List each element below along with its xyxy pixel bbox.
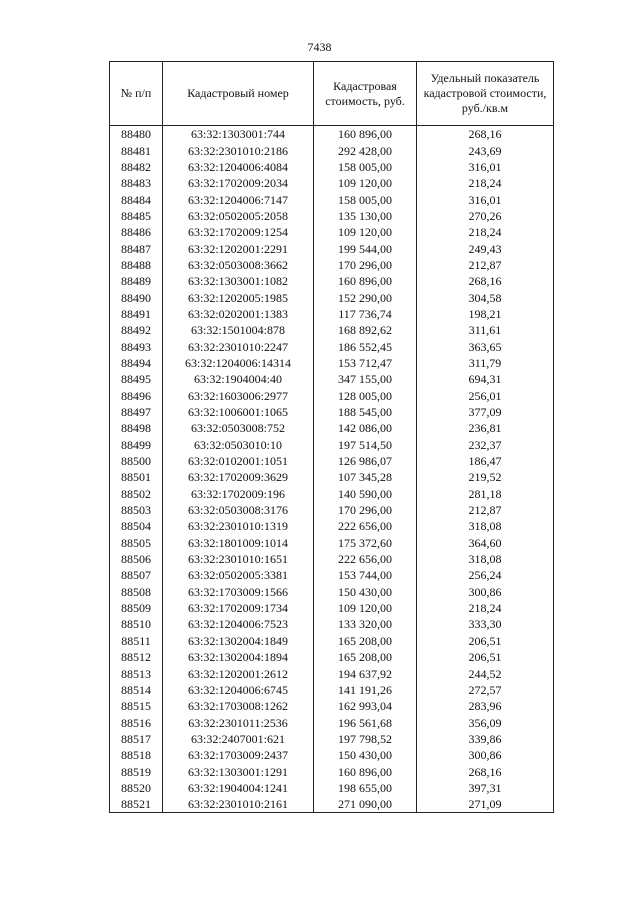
table-row [110, 175, 554, 191]
cell-specific-value: 212,87 [417, 502, 554, 518]
cell-cadastral-value: 160 896,00 [314, 273, 417, 289]
cell-cadastral-value: 170 296,00 [314, 502, 417, 518]
table-row [110, 600, 554, 616]
cell-specific-value: 249,43 [417, 240, 554, 256]
cell-cadastral-value: 188 545,00 [314, 404, 417, 420]
cell-cadastral-value: 347 155,00 [314, 371, 417, 387]
cell-specific-value: 206,51 [417, 649, 554, 665]
cell-cadastral-value: 140 590,00 [314, 486, 417, 502]
cell-specific-value: 318,08 [417, 551, 554, 567]
table-row [110, 142, 554, 158]
cell-cadastral-number: 63:32:1006001:1065 [163, 404, 314, 420]
cell-num: 88519 [110, 763, 163, 779]
cell-cadastral-number: 63:32:0503008:3662 [163, 257, 314, 273]
cell-num: 88487 [110, 240, 163, 256]
table-row [110, 649, 554, 665]
cell-num: 88512 [110, 649, 163, 665]
cell-cadastral-value: 142 086,00 [314, 420, 417, 436]
table-row [110, 502, 554, 518]
cell-specific-value: 236,81 [417, 420, 554, 436]
cell-cadastral-value: 153 744,00 [314, 567, 417, 583]
table-row [110, 682, 554, 698]
table-row [110, 486, 554, 502]
cell-num: 88484 [110, 191, 163, 207]
table-row [110, 289, 554, 305]
cell-cadastral-number: 63:32:1702009:196 [163, 486, 314, 502]
cell-cadastral-number: 63:32:1801009:1014 [163, 535, 314, 551]
cell-num: 88495 [110, 371, 163, 387]
table-row [110, 567, 554, 583]
cell-num: 88486 [110, 224, 163, 240]
cell-cadastral-number: 63:32:0202001:1383 [163, 306, 314, 322]
table-row [110, 747, 554, 763]
cell-specific-value: 244,52 [417, 665, 554, 681]
cell-cadastral-number: 63:32:2301010:1651 [163, 551, 314, 567]
cell-cadastral-value: 197 514,50 [314, 437, 417, 453]
cell-cadastral-value: 186 552,45 [314, 338, 417, 354]
cell-cadastral-value: 196 561,68 [314, 714, 417, 730]
table-row [110, 714, 554, 730]
table-header-row [110, 62, 554, 126]
cell-num: 88480 [110, 126, 163, 143]
table-row [110, 159, 554, 175]
cell-specific-value: 232,37 [417, 437, 554, 453]
cell-cadastral-value: 199 544,00 [314, 240, 417, 256]
cell-cadastral-value: 271 090,00 [314, 796, 417, 813]
cell-cadastral-value: 197 798,52 [314, 731, 417, 747]
cell-cadastral-number: 63:32:2407001:621 [163, 731, 314, 747]
cell-cadastral-value: 152 290,00 [314, 289, 417, 305]
cell-num: 88493 [110, 338, 163, 354]
cell-cadastral-value: 222 656,00 [314, 551, 417, 567]
cell-cadastral-number: 63:32:0102001:1051 [163, 453, 314, 469]
cell-cadastral-number: 63:32:1204006:14314 [163, 355, 314, 371]
cell-cadastral-value: 158 005,00 [314, 191, 417, 207]
cell-cadastral-value: 153 712,47 [314, 355, 417, 371]
cell-cadastral-value: 165 208,00 [314, 633, 417, 649]
cell-cadastral-number: 63:32:0502005:2058 [163, 208, 314, 224]
cell-cadastral-number: 63:32:1204006:4084 [163, 159, 314, 175]
cell-specific-value: 356,09 [417, 714, 554, 730]
cell-num: 88505 [110, 535, 163, 551]
table-row [110, 257, 554, 273]
cell-num: 88516 [110, 714, 163, 730]
cell-cadastral-number: 63:32:1702009:1734 [163, 600, 314, 616]
cell-num: 88508 [110, 584, 163, 600]
cell-cadastral-number: 63:32:1303001:1291 [163, 763, 314, 779]
cell-cadastral-number: 63:32:1702009:3629 [163, 469, 314, 485]
cell-specific-value: 186,47 [417, 453, 554, 469]
cell-specific-value: 304,58 [417, 289, 554, 305]
cell-cadastral-number: 63:32:0502005:3381 [163, 567, 314, 583]
cell-num: 88511 [110, 633, 163, 649]
cell-cadastral-value: 170 296,00 [314, 257, 417, 273]
table-row [110, 338, 554, 354]
cell-specific-value: 364,60 [417, 535, 554, 551]
cell-num: 88520 [110, 780, 163, 796]
cell-cadastral-number: 63:32:1703008:1262 [163, 698, 314, 714]
cell-cadastral-value: 194 637,92 [314, 665, 417, 681]
cell-num: 88501 [110, 469, 163, 485]
table-row [110, 633, 554, 649]
cell-cadastral-number: 63:32:1904004:1241 [163, 780, 314, 796]
cell-cadastral-number: 63:32:1204006:7523 [163, 616, 314, 632]
cell-specific-value: 283,96 [417, 698, 554, 714]
cell-num: 88500 [110, 453, 163, 469]
cell-num: 88513 [110, 665, 163, 681]
header-specific-value: Удельный показатель кадастровой стоимости, руб./кв.м [417, 62, 554, 126]
cell-num: 88514 [110, 682, 163, 698]
cell-cadastral-number: 63:32:1303001:1082 [163, 273, 314, 289]
table-row [110, 240, 554, 256]
table-row [110, 665, 554, 681]
cell-cadastral-value: 128 005,00 [314, 388, 417, 404]
table-row [110, 584, 554, 600]
cell-specific-value: 300,86 [417, 747, 554, 763]
cell-cadastral-value: 160 896,00 [314, 126, 417, 143]
cell-specific-value: 333,30 [417, 616, 554, 632]
cell-cadastral-number: 63:32:2301010:1319 [163, 518, 314, 534]
cell-cadastral-number: 63:32:1904004:40 [163, 371, 314, 387]
cell-num: 88488 [110, 257, 163, 273]
cell-cadastral-number: 63:32:1204006:7147 [163, 191, 314, 207]
table-row [110, 616, 554, 632]
cell-cadastral-value: 107 345,28 [314, 469, 417, 485]
cell-num: 88499 [110, 437, 163, 453]
cell-num: 88517 [110, 731, 163, 747]
cell-specific-value: 397,31 [417, 780, 554, 796]
cell-specific-value: 281,18 [417, 486, 554, 502]
cell-cadastral-value: 150 430,00 [314, 747, 417, 763]
cell-num: 88483 [110, 175, 163, 191]
cell-specific-value: 694,31 [417, 371, 554, 387]
cell-num: 88518 [110, 747, 163, 763]
cell-specific-value: 268,16 [417, 126, 554, 143]
cell-specific-value: 311,79 [417, 355, 554, 371]
cell-cadastral-value: 168 892,62 [314, 322, 417, 338]
cell-num: 88489 [110, 273, 163, 289]
cell-cadastral-value: 117 736,74 [314, 306, 417, 322]
cell-cadastral-value: 135 130,00 [314, 208, 417, 224]
cell-num: 88498 [110, 420, 163, 436]
cell-cadastral-value: 198 655,00 [314, 780, 417, 796]
cell-num: 88492 [110, 322, 163, 338]
cell-cadastral-value: 126 986,07 [314, 453, 417, 469]
cell-specific-value: 218,24 [417, 224, 554, 240]
cell-cadastral-number: 63:32:1501004:878 [163, 322, 314, 338]
cell-cadastral-value: 175 372,60 [314, 535, 417, 551]
cell-num: 88494 [110, 355, 163, 371]
table-row [110, 518, 554, 534]
table-row [110, 535, 554, 551]
cell-specific-value: 311,61 [417, 322, 554, 338]
table-row [110, 437, 554, 453]
table-row [110, 306, 554, 322]
cell-cadastral-value: 141 191,26 [314, 682, 417, 698]
cell-cadastral-number: 63:32:2301010:2161 [163, 796, 314, 813]
cell-cadastral-value: 109 120,00 [314, 600, 417, 616]
table-row [110, 780, 554, 796]
cell-specific-value: 219,52 [417, 469, 554, 485]
cell-specific-value: 218,24 [417, 600, 554, 616]
cell-cadastral-value: 165 208,00 [314, 649, 417, 665]
cell-cadastral-number: 63:32:0503008:3176 [163, 502, 314, 518]
cell-num: 88485 [110, 208, 163, 224]
cell-num: 88491 [110, 306, 163, 322]
cell-num: 88521 [110, 796, 163, 813]
cell-specific-value: 300,86 [417, 584, 554, 600]
cell-specific-value: 268,16 [417, 273, 554, 289]
cell-cadastral-number: 63:32:0503010:10 [163, 437, 314, 453]
cell-cadastral-value: 160 896,00 [314, 763, 417, 779]
table-row [110, 453, 554, 469]
cell-specific-value: 271,09 [417, 796, 554, 813]
cell-specific-value: 198,21 [417, 306, 554, 322]
cell-specific-value: 270,26 [417, 208, 554, 224]
cell-cadastral-number: 63:32:1302004:1849 [163, 633, 314, 649]
cell-specific-value: 243,69 [417, 142, 554, 158]
table-body [110, 126, 554, 813]
cell-cadastral-value: 292 428,00 [314, 142, 417, 158]
table-row [110, 322, 554, 338]
table-row [110, 126, 554, 143]
table-row [110, 763, 554, 779]
table-row [110, 355, 554, 371]
header-cadastral-number: Кадастровый номер [163, 62, 314, 126]
table-row [110, 796, 554, 813]
cell-specific-value: 272,57 [417, 682, 554, 698]
table-row [110, 731, 554, 747]
cell-num: 88503 [110, 502, 163, 518]
cell-cadastral-value: 222 656,00 [314, 518, 417, 534]
cell-cadastral-number: 63:32:1702009:2034 [163, 175, 314, 191]
cell-cadastral-number: 63:32:1204006:6745 [163, 682, 314, 698]
cell-cadastral-number: 63:32:1202001:2612 [163, 665, 314, 681]
cell-cadastral-number: 63:32:1202001:2291 [163, 240, 314, 256]
cell-cadastral-number: 63:32:1702009:1254 [163, 224, 314, 240]
table-row [110, 208, 554, 224]
cell-num: 88481 [110, 142, 163, 158]
cell-specific-value: 318,08 [417, 518, 554, 534]
cell-num: 88506 [110, 551, 163, 567]
cell-cadastral-number: 63:32:1202005:1985 [163, 289, 314, 305]
cell-specific-value: 339,86 [417, 731, 554, 747]
cell-cadastral-value: 109 120,00 [314, 224, 417, 240]
cell-specific-value: 363,65 [417, 338, 554, 354]
page-number: 7438 [307, 40, 332, 54]
cell-cadastral-number: 63:32:1703009:1566 [163, 584, 314, 600]
cell-specific-value: 212,87 [417, 257, 554, 273]
cell-num: 88510 [110, 616, 163, 632]
cell-num: 88482 [110, 159, 163, 175]
table-row [110, 224, 554, 240]
cell-num: 88509 [110, 600, 163, 616]
cell-cadastral-number: 63:32:2301010:2247 [163, 338, 314, 354]
cell-cadastral-value: 133 320,00 [314, 616, 417, 632]
cadastral-value-table [109, 61, 554, 813]
cell-num: 88515 [110, 698, 163, 714]
table-row [110, 371, 554, 387]
header-cadastral-value: Кадастровая стоимость, руб. [314, 62, 417, 126]
cell-num: 88490 [110, 289, 163, 305]
table-row [110, 698, 554, 714]
cell-cadastral-value: 109 120,00 [314, 175, 417, 191]
cell-cadastral-number: 63:32:1603006:2977 [163, 388, 314, 404]
cell-cadastral-number: 63:32:1703009:2437 [163, 747, 314, 763]
cell-cadastral-value: 150 430,00 [314, 584, 417, 600]
cell-specific-value: 316,01 [417, 191, 554, 207]
cell-cadastral-number: 63:32:0503008:752 [163, 420, 314, 436]
cell-cadastral-number: 63:32:1303001:744 [163, 126, 314, 143]
header-num: № п/п [110, 62, 163, 126]
table-row [110, 273, 554, 289]
cell-num: 88497 [110, 404, 163, 420]
cell-specific-value: 377,09 [417, 404, 554, 420]
table-row [110, 420, 554, 436]
table-row [110, 388, 554, 404]
cell-cadastral-number: 63:32:2301011:2536 [163, 714, 314, 730]
table-row [110, 469, 554, 485]
table-row [110, 551, 554, 567]
cell-cadastral-value: 158 005,00 [314, 159, 417, 175]
cell-specific-value: 256,01 [417, 388, 554, 404]
cell-num: 88496 [110, 388, 163, 404]
cell-num: 88507 [110, 567, 163, 583]
cell-specific-value: 256,24 [417, 567, 554, 583]
cell-num: 88504 [110, 518, 163, 534]
cell-specific-value: 206,51 [417, 633, 554, 649]
cell-specific-value: 316,01 [417, 159, 554, 175]
cell-cadastral-number: 63:32:2301010:2186 [163, 142, 314, 158]
cell-specific-value: 218,24 [417, 175, 554, 191]
cell-cadastral-value: 162 993,04 [314, 698, 417, 714]
table-row [110, 191, 554, 207]
cell-num: 88502 [110, 486, 163, 502]
table-row [110, 404, 554, 420]
cell-cadastral-number: 63:32:1302004:1894 [163, 649, 314, 665]
cell-specific-value: 268,16 [417, 763, 554, 779]
